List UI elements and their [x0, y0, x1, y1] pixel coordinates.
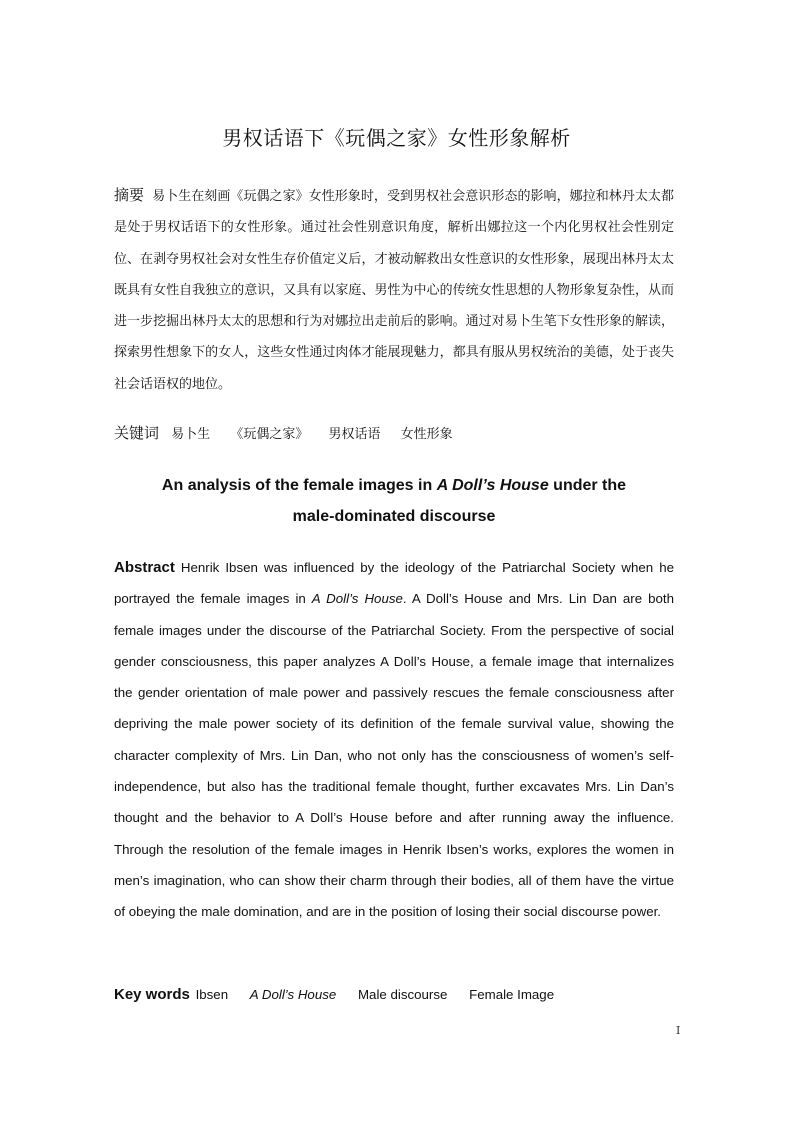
english-title-italic: A Doll’s House [436, 477, 549, 494]
english-keywords [114, 980, 674, 1010]
english-keyword: Female Image [469, 987, 555, 1002]
chinese-title: 男权话语下《玩偶之家》女性形象解析 [222, 126, 571, 150]
chinese-keywords-label: 关键词 [114, 424, 160, 442]
english-abstract-part2: . A Doll’s House and Mrs. Lin Dan are both female images under the discourse of the Patriarchal Society. From the perspective of social gender consciousness, this paper analyzes A Doll’s House, a female image that internalizes the gender orientation of male power and passively rescues the female consciousness after depriving the male power society of its definition of the female survival value, showing the character complexity of Mrs. Lin Dan, who not only has the consciousness of women’s self-independence, but also has the traditional female thought, further excavates Mrs. Lin Dan’s thought and the behavior to A Doll’s House before and after running away the influence. Through the resolution of the female images in Henrik Ibsen’s works, explores the women in men’s imagination, who can show their charm through their bodies, all of them have the virtue of obeying the male domination, and are in the position of losing their social discourse power. [114, 591, 674, 920]
english-abstract-label: Abstract [114, 559, 175, 576]
english-keywords-label: Key words [114, 986, 190, 1003]
english-keyword: Male discourse [357, 987, 448, 1002]
english-title-part2: under the [548, 477, 627, 494]
english-title-line2: male-dominated discourse [292, 508, 496, 525]
english-abstract [114, 552, 674, 928]
chinese-keyword: 《玩偶之家》 [230, 427, 309, 442]
page-number: I [676, 1024, 681, 1037]
english-abstract-part1: Henrik Ibsen was influenced by the ideology of the Patriarchal Society when he portrayed the female images in [114, 560, 674, 607]
chinese-abstract-label: 摘要 [114, 186, 145, 204]
chinese-abstract [114, 180, 674, 400]
chinese-abstract-text: 易卜生在刻画《玩偶之家》女性形象时，受到男权社会意识形态的影响，娜拉和林丹太太都是处于男权话语下的女性形象。通过社会性别意识角度，解析出娜拉这一个内化男权社会性别定位、在剥夺男权社会对女性生存价值定义后，才被动解救出女性意识的女性形象，展现出林丹太太既具有女性自我独立的意识，又具有以家庭、男性为中心的传统女性思想的人物形象复杂性，从而进一步挖掘出林丹太太的思想和行为对娜拉出走前后的影响。通过对易卜生笔下女性形象的解读，探索男性想象下的女人，这些女性通过肉体才能展现魅力，都具有服从男权统治的美德，处于丧失社会话语权的地位。 [114, 189, 674, 392]
chinese-keyword: 女性形象 [400, 427, 453, 442]
english-abstract-italic: A Doll’s House [311, 591, 403, 607]
english-title [114, 470, 674, 532]
english-keyword: Ibsen [195, 987, 229, 1002]
chinese-keyword: 易卜生 [171, 427, 211, 442]
chinese-keyword: 男权话语 [328, 427, 381, 442]
english-keyword: A Doll’s House [249, 987, 337, 1002]
english-title-part1: An analysis of the female images in [161, 477, 437, 494]
chinese-keywords [114, 420, 674, 448]
